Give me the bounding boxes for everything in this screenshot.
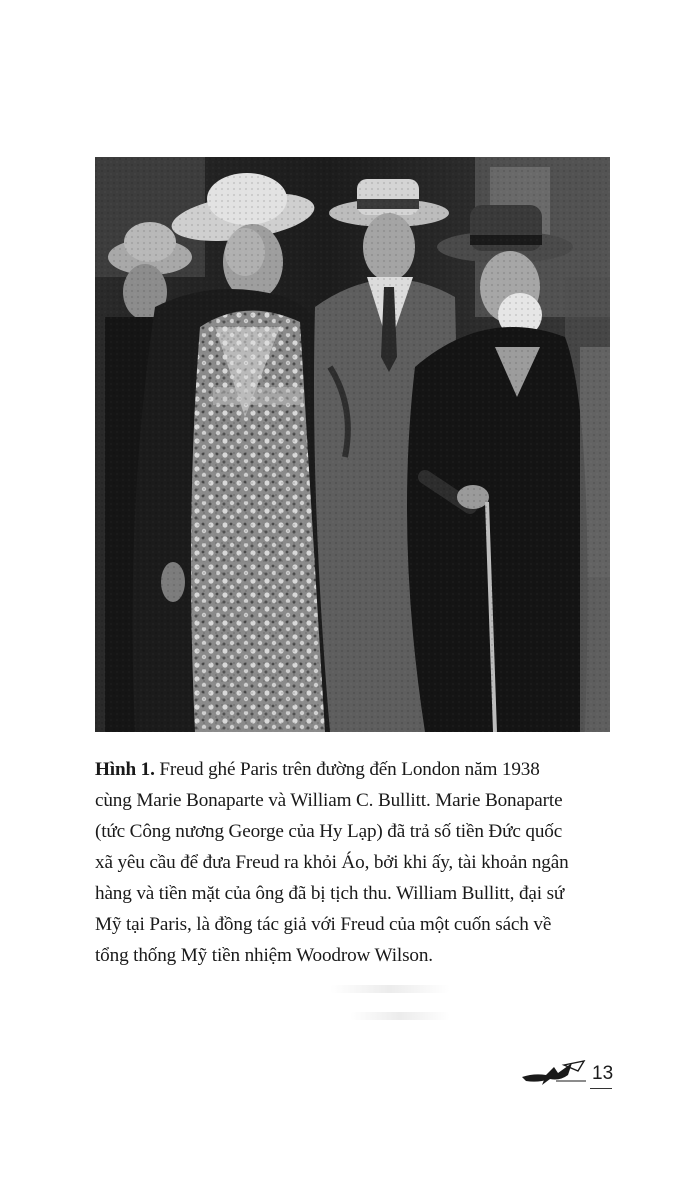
page-number-underline (590, 1088, 612, 1089)
caption-line-2: cùng Marie Bonaparte và William C. Bullitt. Marie Bonaparte (95, 790, 563, 811)
figure-label: Hình 1. (95, 759, 155, 780)
figure-caption (95, 754, 615, 971)
historical-photo (95, 157, 610, 732)
page-number: 13 (592, 1063, 614, 1084)
caption-line-5: hàng và tiền mặt của ông đã bị tịch thu. William Bullitt, đại sứ (95, 883, 565, 904)
caption-line-1 (95, 754, 615, 785)
show-through-smudge (330, 985, 450, 993)
show-through-smudge (350, 1012, 450, 1020)
caption-line-7: tổng thống Mỹ tiền nhiệm Woodrow Wilson. (95, 945, 433, 966)
caption-line-4: xã yêu cầu để đưa Freud ra khỏi Áo, bởi khi ấy, tài khoản ngân (95, 852, 569, 873)
bird-ornament-icon (520, 1057, 590, 1089)
caption-text-1: Freud ghé Paris trên đường đến London năm 1938 (159, 759, 540, 780)
photo-freud-bonaparte-bullitt (95, 157, 610, 732)
caption-line-3: (tức Công nương George của Hy Lạp) đã trả số tiền Đức quốc (95, 821, 563, 842)
caption-line-6: Mỹ tại Paris, là đồng tác giả với Freud của một cuốn sách về (95, 914, 552, 935)
